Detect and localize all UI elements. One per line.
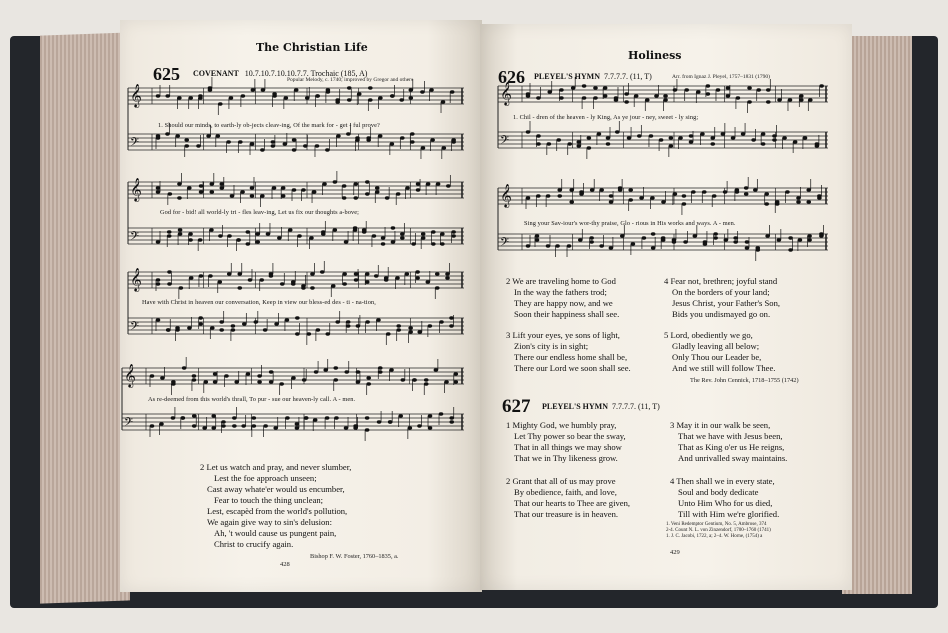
svg-text:𝄢: 𝄢 [500, 236, 510, 252]
tune-credit-626: Arr. from Ignaz J. Pleyel, 1757–1831 (1790) [672, 74, 770, 80]
verse-line: By obedience, faith, and love, [514, 487, 617, 497]
right-running-head: Holiness [628, 49, 682, 62]
verse-line: Fear to touch the thing unclean; [214, 495, 324, 505]
svg-text:𝄞: 𝄞 [500, 81, 512, 105]
verse-line: Christ to crucify again. [214, 539, 294, 549]
verse-line: Cast away whate'er would us encumber, [207, 484, 345, 494]
verse-line: Bids you undismayed go on. [672, 309, 771, 319]
verse-line: That our treasure is in heaven. [514, 509, 619, 519]
verse-line: Lift your eyes, ye sons of light, [512, 330, 620, 340]
svg-text:𝄞: 𝄞 [500, 183, 512, 207]
music-system-3 [128, 268, 464, 348]
verse-626-2 [506, 276, 619, 320]
attribution-626: The Rev. John Cennick, 1718–1755 (1742) [690, 377, 799, 384]
verse-line: That in all things we may show [514, 442, 622, 452]
verse-line: There our Lord we soon shall see. [514, 363, 631, 373]
verse-line: Mighty God, we humbly pray, [512, 420, 617, 430]
music-system-4 [122, 364, 464, 444]
verse-line: Then shall we in every state, [676, 476, 775, 486]
svg-text:𝄞: 𝄞 [124, 363, 136, 387]
svg-text:𝄢: 𝄢 [130, 230, 140, 246]
svg-text:𝄢: 𝄢 [130, 136, 140, 152]
verse-number: 3 [506, 330, 511, 340]
verse-number: 2 [200, 462, 205, 472]
verse-number: 4 [670, 476, 675, 486]
verse-number: 5 [664, 330, 669, 340]
lyric-line-3: Have with Christ in heaven our conversation, Keep in view our bless-ed des - ti - na-tion, [142, 299, 376, 306]
page-number-right: 429 [670, 549, 680, 556]
verse-line: On the borders of your land; [672, 287, 770, 297]
verse-line: Let Thy power so bear the sway, [514, 431, 626, 441]
verse-line: And unrivalled sway maintains. [678, 453, 788, 463]
hymn-number-627: 627 [502, 396, 531, 417]
verse-line: May it in our walk be seen, [676, 420, 771, 430]
right-page-edges [842, 36, 912, 594]
verse-line: Grant that all of us may prove [512, 476, 616, 486]
svg-text:𝄢: 𝄢 [500, 134, 510, 150]
left-page [120, 20, 482, 592]
tune-meter: 10.7.10.7.10.10.7.7. Trochaic (185, A) [244, 69, 368, 78]
verse-line: Fear not, brethren; joyful stand [670, 276, 778, 286]
hymn-number-625: 625 [153, 64, 180, 84]
verse-line: Soon their happiness shall see. [514, 309, 620, 319]
page-number-left: 428 [280, 561, 290, 568]
verse-line: Only Thou our Leader be, [672, 352, 762, 362]
verse-line: We are traveling home to God [512, 276, 616, 286]
verse-line: That we have with Jesus been, [678, 431, 783, 441]
tune-credit-625: Popular Melody, c. 1740; improved by Gregor and others [287, 77, 414, 83]
verse-627-3 [670, 420, 787, 464]
verse-number: 2 [506, 476, 511, 486]
verse-line: That as King o'er us He reigns, [678, 442, 785, 452]
verse-line: Till with Him we're glorified. [678, 509, 780, 519]
verse-number: 1 [506, 420, 511, 430]
attribution-625: Bishop F. W. Foster, 1760–1835, a. [310, 553, 399, 560]
verse-number: 3 [670, 420, 675, 430]
left-running-head: The Christian Life [256, 41, 368, 54]
verse-626-4 [664, 276, 780, 320]
tune-name: COVENANT [193, 69, 239, 78]
right-page [480, 24, 852, 590]
tune-meter: 7.7.7.7. (11, T) [612, 402, 660, 411]
footnote: 1. Veni Redemptor Gentium, No. 5, Ambrose, 374 [666, 522, 767, 527]
svg-text:𝄞: 𝄞 [130, 177, 142, 201]
verse-627-2 [506, 476, 630, 520]
verse-line: Lest, escapèd from the world's pollution, [207, 506, 348, 516]
tune-name: PLEYEL'S HYMN [534, 72, 601, 81]
tune-line-626 [534, 72, 652, 81]
verse-line: Ah, 't would cause us pungent pain, [214, 528, 337, 538]
music-system-626-1 [498, 82, 828, 162]
verse-625-2 [200, 462, 351, 550]
verse-line: Lest the foe approach unseen; [214, 473, 317, 483]
music-system-2 [128, 178, 464, 258]
verse-line: Soul and body dedicate [678, 487, 759, 497]
lyric-line-626-2: Sing your Sav-iour's wor-thy praise, Glo - rious in His works and ways. A - men. [524, 220, 736, 227]
verse-line: And we still will follow Thee. [672, 363, 776, 373]
tune-name: PLEYEL'S HYMN [542, 402, 609, 411]
tune-line-627 [542, 402, 660, 411]
tune-meter: 7.7.7.7. (11, T) [604, 72, 652, 81]
verse-line: They are happy now, and we [514, 298, 613, 308]
verse-line: There our endless home shall be, [514, 352, 628, 362]
svg-text:𝄞: 𝄞 [130, 267, 142, 291]
footnote: 2-4. Count N. L. von Zinzendorf, 1700–1760 (1741) [666, 528, 771, 533]
left-page-edges [40, 32, 130, 603]
verse-627-1 [506, 420, 626, 464]
verse-626-5 [664, 330, 775, 374]
footnotes-627 [666, 522, 771, 540]
verse-line: That we in Thy likeness grow. [514, 453, 618, 463]
verse-line: In the way the fathers trod; [514, 287, 607, 297]
verse-626-3 [506, 330, 631, 374]
verse-line: We again give way to sin's delusion: [207, 517, 332, 527]
verse-line: Lord, obediently we go, [670, 330, 753, 340]
verse-line: That our hearts to Thee are given, [514, 498, 631, 508]
verse-line: Unto Him Who for us died, [678, 498, 773, 508]
svg-text:𝄢: 𝄢 [124, 416, 134, 432]
verse-line: Let us watch and pray, and never slumber, [206, 462, 352, 472]
lyric-line-2: God for - bid! all world-ly tri - fles leav-ing, Let us fix our thoughts a-bove; [160, 209, 359, 216]
verse-line: Gladly leaving all below; [672, 341, 760, 351]
hymn-number-626: 626 [498, 67, 525, 87]
verse-number: 4 [664, 276, 669, 286]
lyric-line-626-1: 1. Chil - dren of the heaven - ly King, As ye jour - ney, sweet - ly sing; [513, 114, 699, 121]
verse-number: 2 [506, 276, 511, 286]
verse-627-4 [670, 476, 779, 520]
verse-line: Zion's city is in sight; [514, 341, 589, 351]
verse-line: Jesus Christ, your Father's Son, [672, 298, 781, 308]
footnote: 1. J. C. Jacobi, 1722, a; 2–4. W. Horne, (1754) a [666, 534, 763, 539]
lyric-line-4: As re-deemed from this world's thrall, To pur - sue our heaven-ly call. A - men. [148, 396, 356, 403]
svg-text:𝄢: 𝄢 [130, 320, 140, 336]
lyric-line-1: 1. Should our minds, to earth-ly ob-jects cleav-ing, Of the mark for - get - ful prove? [158, 122, 380, 129]
svg-text:𝄞: 𝄞 [130, 83, 142, 107]
